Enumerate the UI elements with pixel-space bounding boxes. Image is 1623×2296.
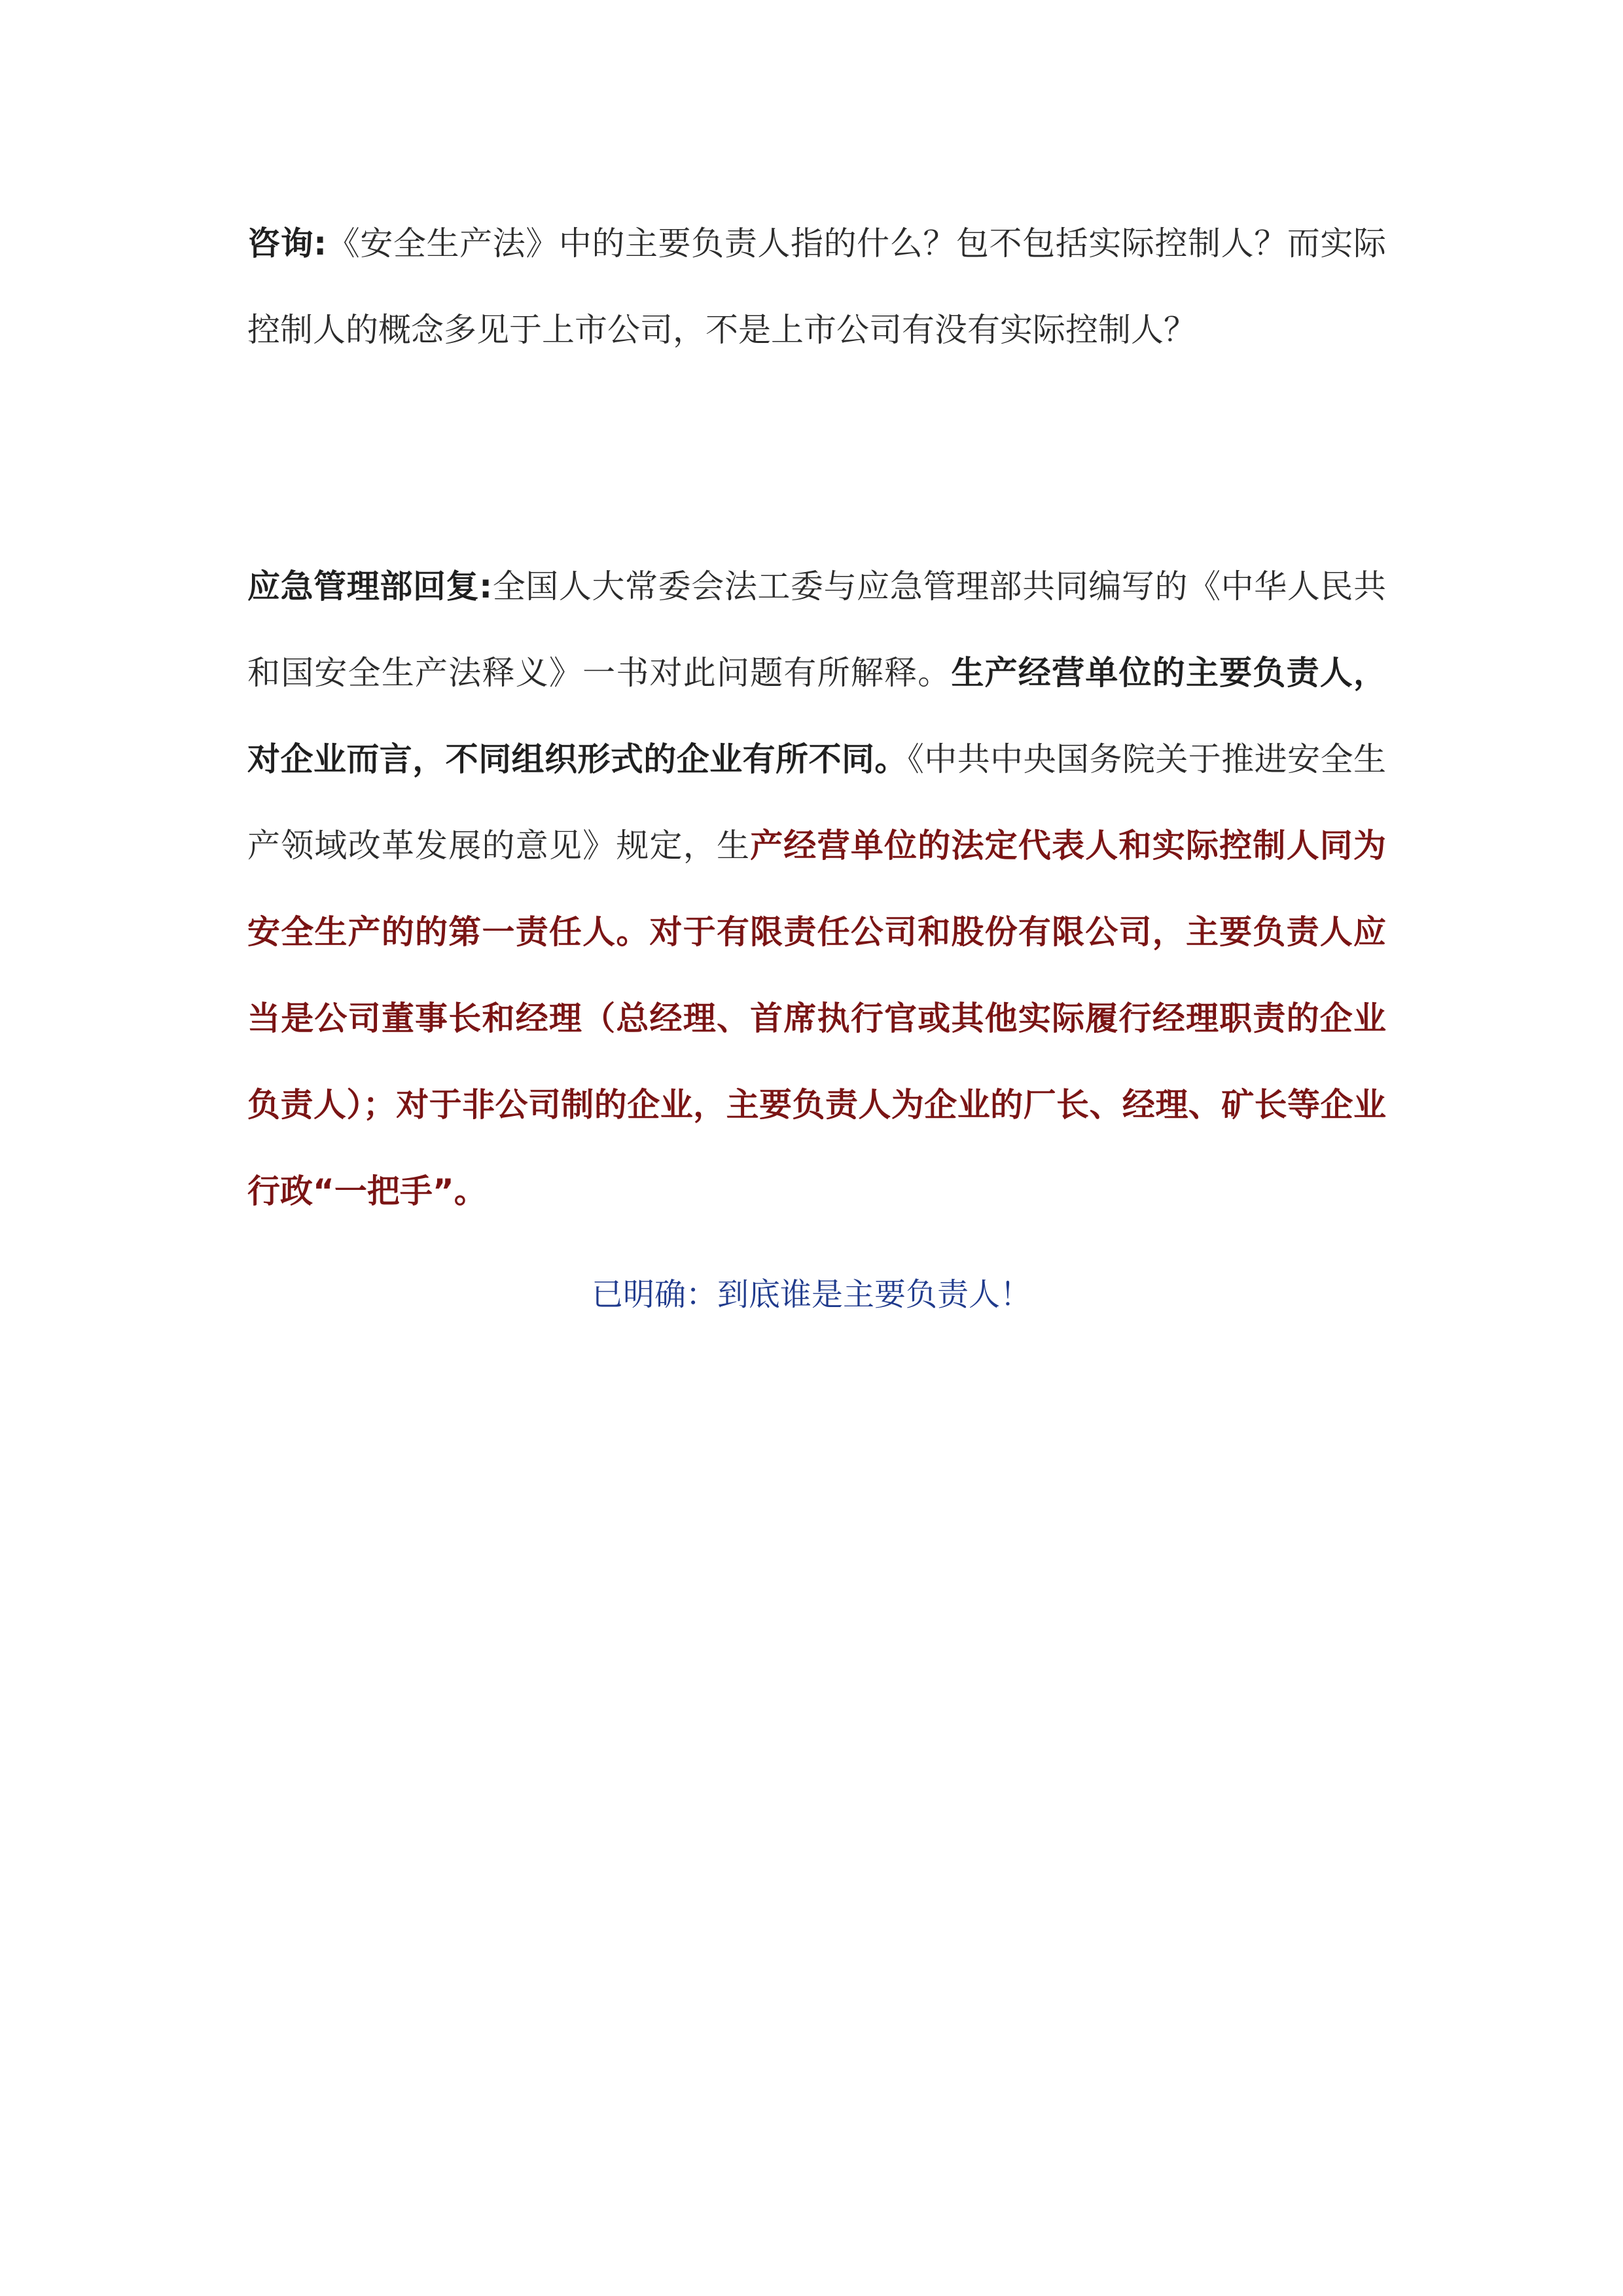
answer-mid-text: 《中共中央国务院关于推进安全生产领域改革发展的意见》规定，生 [247,740,1387,865]
closing-statement: 已明确：到底谁是主要负责人！ [591,1276,1031,1313]
question-label: 咨询: [247,224,327,262]
answer-intro: 全国人大常委会法工委与应急管理部共同编写的《中华人民共和国安全生产法释义》一书对此问题有所解释。 [247,567,1387,692]
answer-label: 应急管理部回复: [247,567,493,605]
answer-bold-text: 生产经营单位的主要负责人，对企业而言，不同组织形式的企业有所不同。 [247,654,1387,778]
answer-paragraph [247,543,1386,1234]
answer-red-emphasis: 产经营单位的法定代表人和实际控制人同为安全生产的的第一责任人。对于有限责任公司和股份有限公司，主要负责人应当是公司董事长和经理（总经理、首席执行官或其他实际履行经理职责的企业负责人）；对于非公司制的企业，主要负责人为企业的厂长、经理、矿长等企业行政“一把手”。 [247,827,1387,1210]
question-paragraph [247,200,1386,373]
question-text: 《安全生产法》中的主要负责人指的什么？包不包括实际控制人？而实际控制人的概念多见于上市公司，不是上市公司有没有实际控制人？ [247,224,1386,349]
